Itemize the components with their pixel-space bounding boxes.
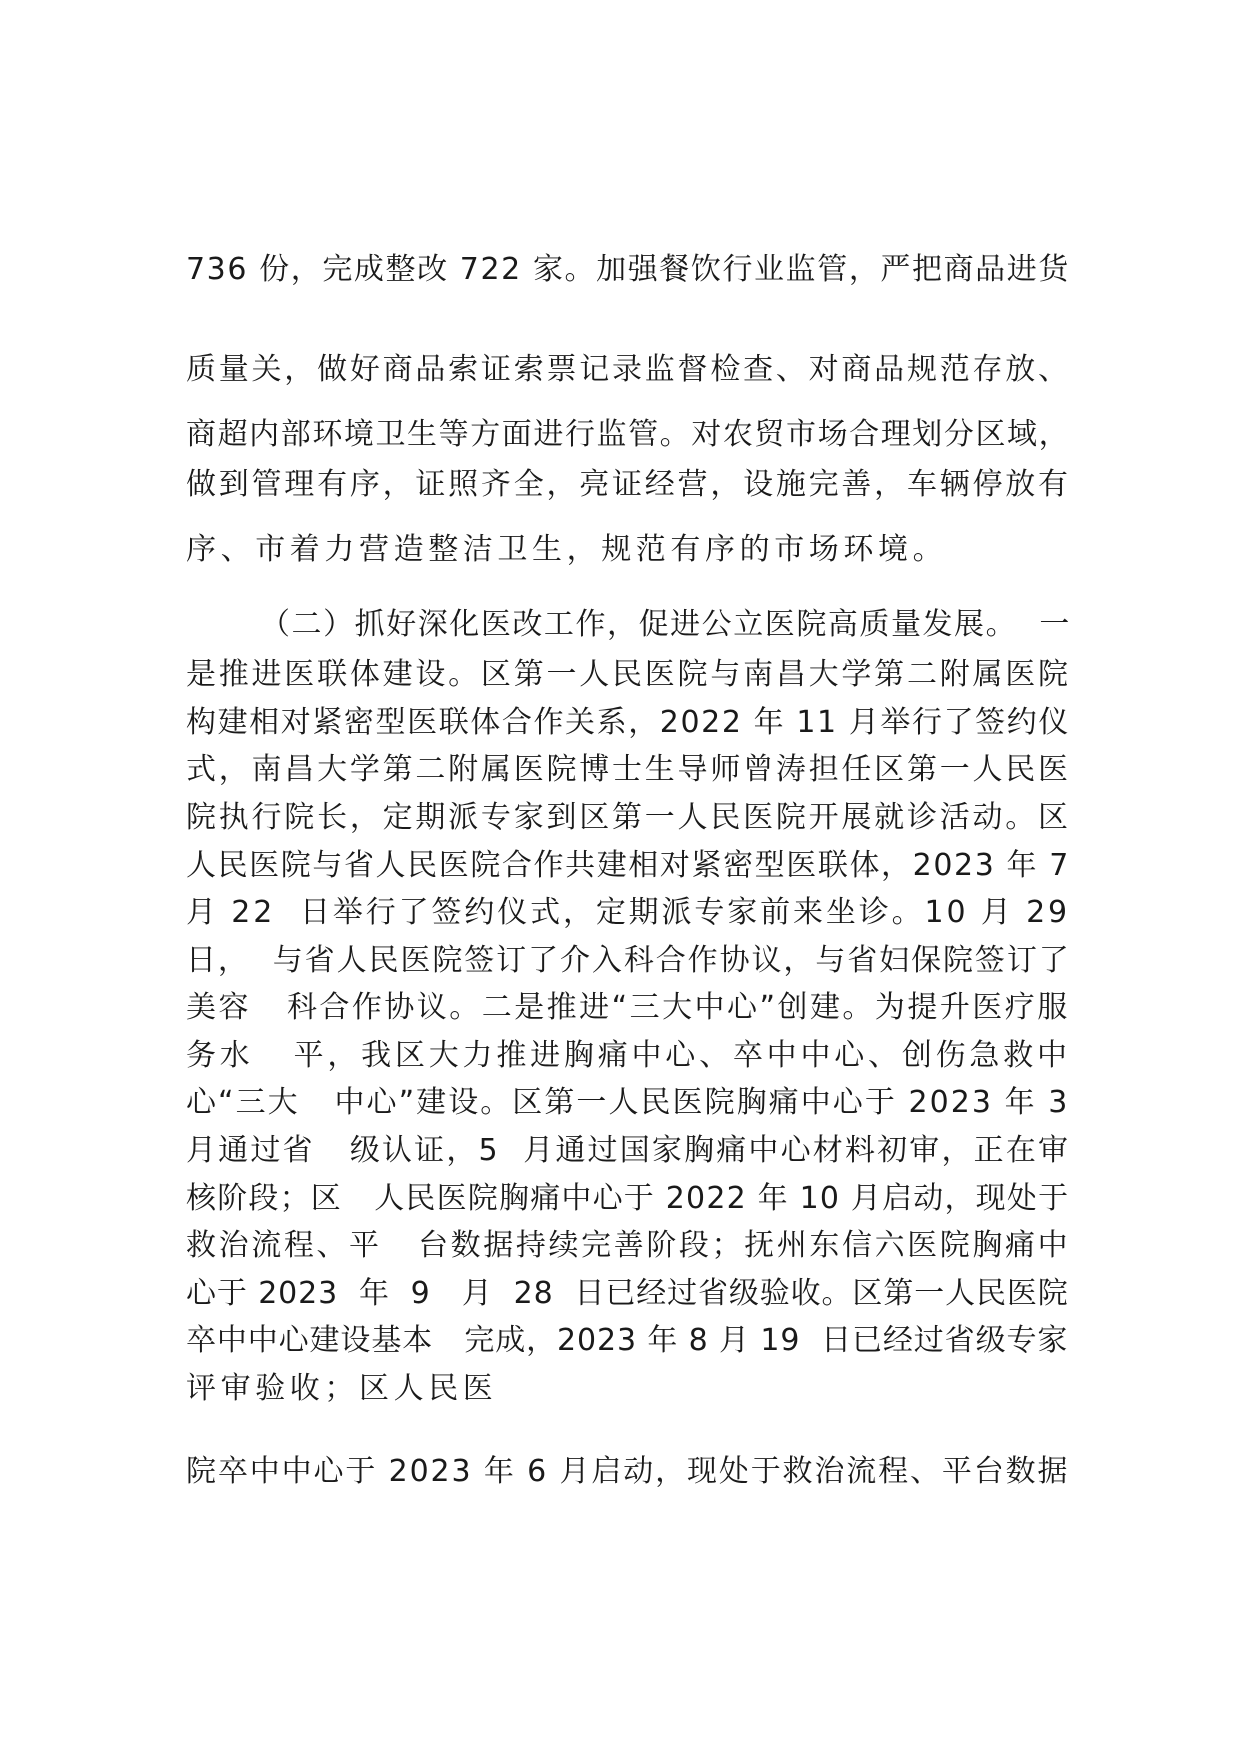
- text-line: 月 22 日举行了签约仪式，定期派专家前来坐诊。10 月 29: [186, 895, 1071, 930]
- text-line: 月通过省 级认证，5 月通过国家胸痛中心材料初审，正在审: [186, 1133, 1071, 1168]
- text-line: 是推进医联体建设。区第一人民医院与南昌大学第二附属医院: [186, 657, 1071, 692]
- text-line: 卒中中心建设基本 完成，2023 年 8 月 19 日已经过省级专家: [186, 1323, 1069, 1358]
- text-line: 院执行院长，定期派专家到区第一人民医院开展就诊活动。区: [186, 800, 1071, 835]
- text-line: 美容 科合作协议。二是推进“三大中心”创建。为提升医疗服: [186, 990, 1070, 1025]
- text-line: 救治流程、平 台数据持续完善阶段；抚州东信六医院胸痛中: [186, 1228, 1071, 1263]
- text-line: 评审验收；区人民医: [186, 1371, 498, 1406]
- text-line: 做到管理有序，证照齐全，亮证经营，设施完善，车辆停放有: [186, 467, 1071, 502]
- text-line: 736 份，完成整改 722 家。加强餐饮行业监管，严把商品进货: [186, 252, 1070, 287]
- text-line: 商超内部环境卫生等方面进行监管。对农贸市场合理划分区域，: [186, 417, 1071, 452]
- text-line: 序、市着力营造整洁卫生，规范有序的市场环境。: [186, 532, 948, 567]
- text-line: 务水 平，我区大力推进胸痛中心、卒中中心、创伤急救中: [186, 1038, 1071, 1073]
- text-line: 质量关，做好商品索证索票记录监督检查、对商品规范存放、: [186, 352, 1071, 387]
- text-line: 日， 与省人民医院签订了介入科合作协议，与省妇保院签订了: [186, 943, 1071, 978]
- text-line: 心“三大 中心”建设。区第一人民医院胸痛中心于 2023 年 3: [186, 1085, 1070, 1120]
- text-line: 式，南昌大学第二附属医院博士生导师曾涛担任区第一人民医: [186, 752, 1071, 787]
- text-line: 院卒中中心于 2023 年 6 月启动，现处于救治流程、平台数据: [186, 1454, 1070, 1489]
- text-line: 心于 2023 年 9 月 28 日已经过省级验收。区第一人民医院: [186, 1276, 1069, 1311]
- text-line: 人民医院与省人民医院合作共建相对紧密型医联体，2023 年 7: [186, 848, 1070, 883]
- section-heading: （二）抓好深化医改工作，促进公立医院高质量发展。 一: [260, 607, 1071, 642]
- text-line: 核阶段；区 人民医院胸痛中心于 2022 年 10 月启动，现处于: [186, 1181, 1070, 1216]
- text-line: 构建相对紧密型医联体合作关系，2022 年 11 月举行了签约仪: [186, 705, 1070, 740]
